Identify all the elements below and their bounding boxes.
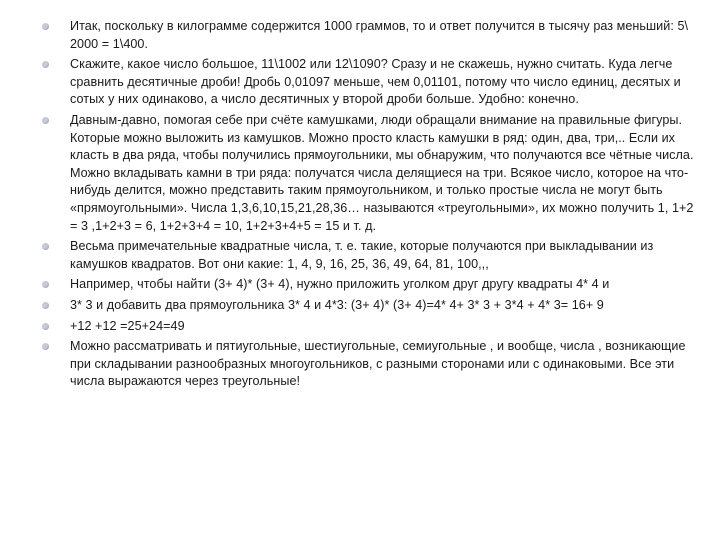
- list-item-text: Давным-давно, помогая себе при счёте камушками, люди обращали внимание на правильные фигуры. Которые можно выложить из камушков. Можно просто класть камушки в ряд: один, два, три,.. Если их класть в два ряда, чтобы получились прямоугольники, мы обнаружим, что получаются все чётные числа. Можно вкладывать камни в три ряда: получатся числа делящиеся на три. Всякое число, которое на что-нибудь делится, можно представить таким прямоугольником, и только простые числа не могут быть «прямоугольными». Числа 1,3,6,10,15,21,28,36… называются «треугольными», их можно получить 1, 1+2 = 3 ,1+2+3 = 6, 1+2+3+4 = 10, 1+2+3+4+5 = 15 и т. д.: [70, 112, 694, 233]
- bullet-icon: [42, 243, 49, 250]
- list-item: [40, 297, 700, 315]
- bullet-icon: [42, 117, 49, 124]
- list-item-text: +12 +12 =25+24=49: [70, 318, 185, 333]
- list-item: [40, 338, 700, 391]
- bullet-icon: [42, 343, 49, 350]
- bullet-icon: [42, 61, 49, 68]
- list-item: [40, 56, 700, 109]
- list-item: [40, 112, 700, 235]
- list-item: [40, 238, 700, 273]
- list-item-text: Например, чтобы найти (3+ 4)* (3+ 4), нужно приложить уголком друг другу квадраты 4* 4 и: [70, 277, 610, 292]
- list-item-text: Весьма примечательные квадратные числа, т. е. такие, которые получаются при выкладывании из камушков квадратов. Вот они какие: 1, 4, 9, 16, 25, 36, 49, 64, 81, 100,,,: [70, 239, 654, 271]
- list-item: [40, 318, 700, 336]
- list-item-text: 3* 3 и добавить два прямоугольника 3* 4 и 4*3: (3+ 4)* (3+ 4)=4* 4+ 3* 3 + 3*4 + 4* 3= 16+ 9: [70, 297, 604, 312]
- bullet-icon: [42, 281, 49, 288]
- list-item: [40, 18, 700, 53]
- bullet-icon: [42, 23, 49, 30]
- list-item-text: Скажите, какое число большое, 11\1002 или 12\1090? Сразу и не скажешь, нужно считать. Куда легче сравнить десятичные дроби! Дробь 0,01097 меньше, чем 0,01101, потому что число единиц, десятых и сотых у них одинаково, а число десятичных у второй дроби больше. Удобно: конечно.: [70, 57, 681, 107]
- bullet-icon: [42, 302, 49, 309]
- list-item-text: Итак, поскольку в килограмме содержится 1000 граммов, то и ответ получится в тысячу раз меньший: 5\ 2000 = 1\400.: [70, 19, 689, 51]
- bullet-icon: [42, 323, 49, 330]
- list-item: [40, 276, 700, 294]
- bullet-list: [40, 18, 700, 394]
- list-item-text: Можно рассматривать и пятиугольные, шестиугольные, семиугольные , и вообще, числа , возникающие при складывании разнообразных многоугольников, с разными сторонами или с одинаковыми. Все эти числа выражаются через треугольные!: [70, 339, 686, 389]
